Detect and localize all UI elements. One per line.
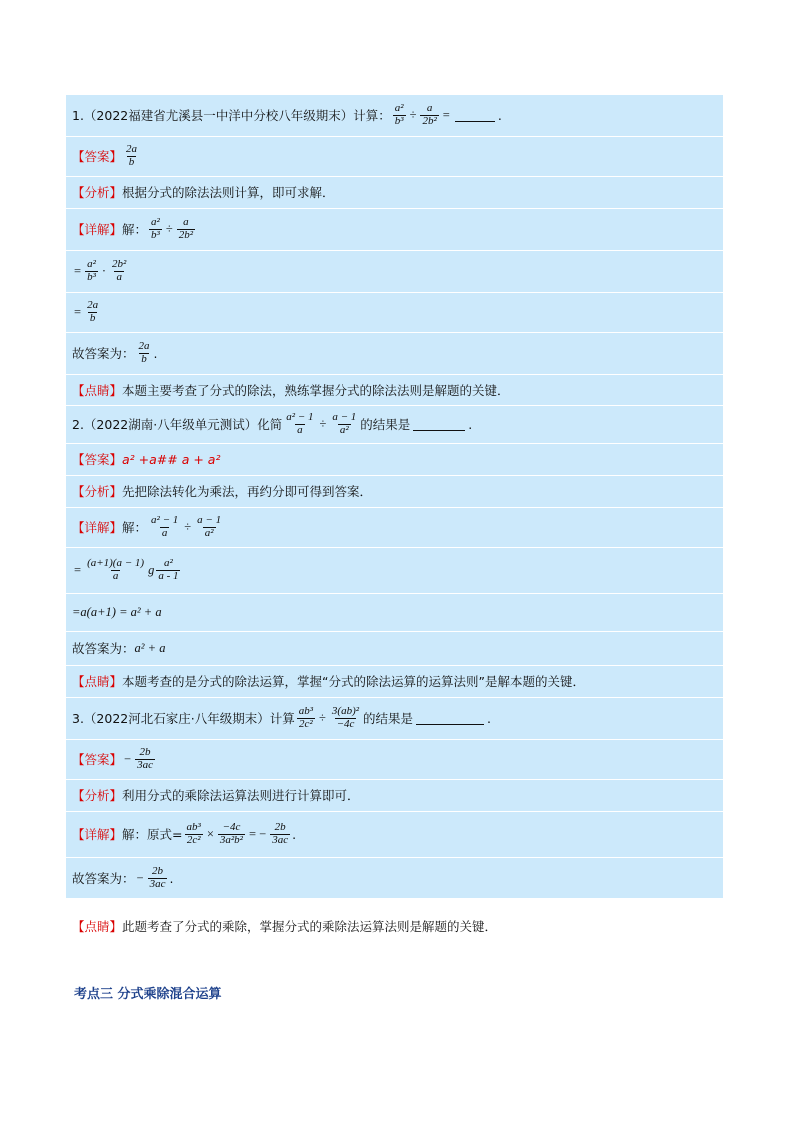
q2-stem bbox=[66, 406, 723, 444]
q1-frac-2 bbox=[420, 103, 438, 127]
q1-stem bbox=[66, 95, 723, 137]
num: a² bbox=[394, 102, 404, 115]
frac bbox=[110, 259, 128, 283]
answer-text: a² +a## a + a² bbox=[122, 452, 221, 467]
stem-tail: 的结果是 bbox=[363, 711, 414, 726]
num: a² − 1 bbox=[286, 411, 314, 424]
den: 2c² bbox=[299, 718, 313, 730]
analysis-text: 先把除法转化为乘法，再约分即可得到答案． bbox=[122, 484, 373, 499]
den: b bbox=[89, 312, 96, 324]
frac bbox=[297, 706, 315, 730]
den: b³ bbox=[394, 115, 404, 127]
conclusion-text: 故答案为： bbox=[72, 870, 135, 886]
comment-text: 此题考查了分式的乘除，掌握分式的乘除法运算法则是解题的关键． bbox=[122, 919, 498, 934]
equals: = bbox=[74, 264, 82, 278]
q2-step3 bbox=[66, 594, 723, 632]
num: 2b bbox=[152, 864, 164, 877]
tail: . bbox=[153, 346, 158, 361]
conclusion-value: a² + a bbox=[134, 641, 166, 655]
q2-step2 bbox=[66, 548, 723, 594]
frac bbox=[137, 341, 152, 365]
analysis-tag: 【分析】 bbox=[72, 484, 123, 499]
den: a - 1 bbox=[158, 570, 179, 582]
frac bbox=[270, 822, 290, 846]
num: 2b bbox=[274, 821, 286, 834]
num: 2a bbox=[138, 340, 150, 353]
den: 3ac bbox=[149, 877, 166, 890]
den: a bbox=[161, 527, 168, 539]
num: −4c bbox=[222, 821, 241, 834]
operator: ÷ bbox=[184, 520, 192, 534]
den: 3a²b² bbox=[219, 834, 243, 846]
analysis-text: 根据分式的除法法则计算，即可求解． bbox=[122, 185, 335, 200]
comment-tag: 【点睛】 bbox=[72, 674, 123, 689]
frac bbox=[284, 412, 315, 436]
q1-step3 bbox=[66, 293, 723, 333]
frac bbox=[330, 412, 358, 436]
frac bbox=[135, 747, 155, 771]
answer-blank bbox=[413, 418, 465, 431]
den: 2b² bbox=[178, 229, 194, 241]
num: a − 1 bbox=[197, 514, 222, 527]
frac bbox=[195, 515, 223, 539]
equals: = bbox=[442, 108, 450, 122]
sign: − bbox=[136, 870, 144, 885]
comment-text: 本题主要考查了分式的除法，熟练掌握分式的除法法则是解题的关键． bbox=[122, 382, 510, 398]
den: a bbox=[112, 570, 119, 582]
den: b³ bbox=[87, 271, 96, 283]
den: 3ac bbox=[137, 759, 153, 771]
q2-comment bbox=[66, 666, 723, 698]
num: (a+1)(a − 1) bbox=[87, 557, 145, 570]
frac bbox=[185, 822, 203, 846]
q3-answer bbox=[66, 740, 723, 780]
frac bbox=[85, 259, 98, 283]
q2-analysis bbox=[66, 476, 723, 508]
den: a bbox=[297, 424, 303, 436]
analysis-tag: 【分析】 bbox=[72, 788, 123, 803]
operator: ÷ bbox=[319, 417, 327, 431]
comment-tag: 【点睛】 bbox=[72, 919, 123, 934]
detail-lead: 解： bbox=[122, 222, 148, 237]
answer-tag: 【答案】 bbox=[72, 752, 123, 767]
frac bbox=[148, 866, 168, 890]
comment-tag: 【点睛】 bbox=[72, 382, 123, 398]
den: 3ac bbox=[272, 834, 289, 846]
operator: · bbox=[101, 264, 107, 278]
detail-tag: 【详解】 bbox=[72, 520, 123, 535]
q1-analysis bbox=[66, 177, 723, 209]
frac bbox=[149, 217, 162, 241]
frac bbox=[85, 558, 146, 582]
frac bbox=[218, 822, 245, 846]
detail-tag: 【详解】 bbox=[72, 827, 123, 842]
num: a² bbox=[163, 557, 173, 570]
answer-tag: 【答案】 bbox=[72, 452, 123, 467]
frac bbox=[85, 300, 100, 324]
analysis-tag: 【分析】 bbox=[72, 185, 123, 200]
q1-answer bbox=[66, 137, 723, 177]
operator: ÷ bbox=[409, 108, 417, 122]
num: a bbox=[426, 102, 433, 115]
step-text: =a(a+1) = a² + a bbox=[72, 605, 162, 619]
den: a² bbox=[204, 527, 214, 539]
num: 2a bbox=[126, 143, 138, 156]
analysis-text: 利用分式的乘除法运算法则进行计算即可． bbox=[122, 788, 360, 803]
q1-stem-text: 1.（2022福建省尤溪县一中洋中分校八年级期末）计算： bbox=[72, 108, 391, 123]
q2-stem-text: 2.（2022湖南·八年级单元测试）化简 bbox=[72, 417, 283, 432]
den: a² bbox=[339, 424, 349, 436]
q2-detail bbox=[66, 508, 723, 548]
q1-step2 bbox=[66, 251, 723, 293]
answer-blank bbox=[416, 712, 484, 725]
stem-tail: 的结果是 bbox=[360, 417, 411, 432]
answer-tag: 【答案】 bbox=[72, 149, 123, 164]
num: 3(ab)² bbox=[331, 705, 360, 718]
tail: . bbox=[468, 417, 473, 432]
frac bbox=[149, 515, 180, 539]
detail-lead: 解： bbox=[122, 520, 148, 535]
tail: . bbox=[292, 827, 297, 842]
frac bbox=[177, 217, 195, 241]
q3-comment bbox=[66, 911, 723, 941]
q3-conclusion bbox=[66, 858, 723, 898]
q2-conclusion bbox=[66, 632, 723, 666]
equals: = bbox=[74, 305, 82, 319]
q3-analysis bbox=[66, 780, 723, 812]
stem-tail: . bbox=[497, 108, 502, 123]
detail-lead: 解：原式= bbox=[122, 827, 183, 842]
q3-stem bbox=[66, 698, 723, 740]
num: 2a bbox=[87, 299, 99, 312]
equals: = − bbox=[248, 827, 267, 841]
q2-answer bbox=[66, 444, 723, 476]
num: 2b bbox=[139, 746, 151, 759]
num: a² − 1 bbox=[151, 514, 179, 527]
den: b bbox=[128, 156, 135, 168]
frac bbox=[156, 558, 180, 582]
detail-tag: 【详解】 bbox=[72, 222, 123, 237]
comment-text: 本题考查的是分式的除法运算，掌握“分式的除法运算的运算法则”是解本题的关键． bbox=[122, 674, 585, 689]
conclusion-text: 故答案为： bbox=[72, 641, 135, 656]
num: a bbox=[183, 216, 189, 229]
equals: = bbox=[74, 563, 82, 577]
question-block bbox=[66, 95, 723, 898]
num: a − 1 bbox=[332, 411, 357, 424]
tail: . bbox=[487, 711, 492, 726]
operator: × bbox=[206, 827, 214, 841]
sign: − bbox=[124, 752, 132, 766]
den: 2b² bbox=[422, 115, 437, 127]
num: 2b² bbox=[112, 258, 127, 271]
tail: . bbox=[169, 870, 174, 886]
q1-conclusion bbox=[66, 333, 723, 375]
den: −4c bbox=[336, 718, 355, 730]
answer-blank bbox=[455, 109, 495, 122]
den: 2c² bbox=[186, 834, 201, 846]
den: b bbox=[141, 353, 147, 365]
num: a² bbox=[151, 216, 160, 229]
den: a bbox=[116, 271, 122, 283]
q3-stem-text: 3.（2022河北石家庄·八年级期末）计算 bbox=[72, 711, 295, 726]
num: ab³ bbox=[186, 821, 201, 834]
num: ab³ bbox=[298, 705, 314, 718]
q1-answer-frac bbox=[124, 144, 139, 168]
operator: g bbox=[148, 563, 155, 577]
operator: ÷ bbox=[165, 222, 173, 236]
num: a² bbox=[87, 258, 96, 271]
q1-frac-1 bbox=[393, 103, 406, 127]
q1-comment bbox=[66, 375, 723, 406]
q1-detail bbox=[66, 209, 723, 251]
conclusion-text: 故答案为： bbox=[72, 346, 135, 361]
section-title: 考点三 分式乘除混合运算 bbox=[74, 987, 222, 1002]
frac bbox=[330, 706, 361, 730]
q3-detail bbox=[66, 812, 723, 858]
operator: ÷ bbox=[319, 711, 326, 725]
den: b³ bbox=[151, 229, 160, 241]
